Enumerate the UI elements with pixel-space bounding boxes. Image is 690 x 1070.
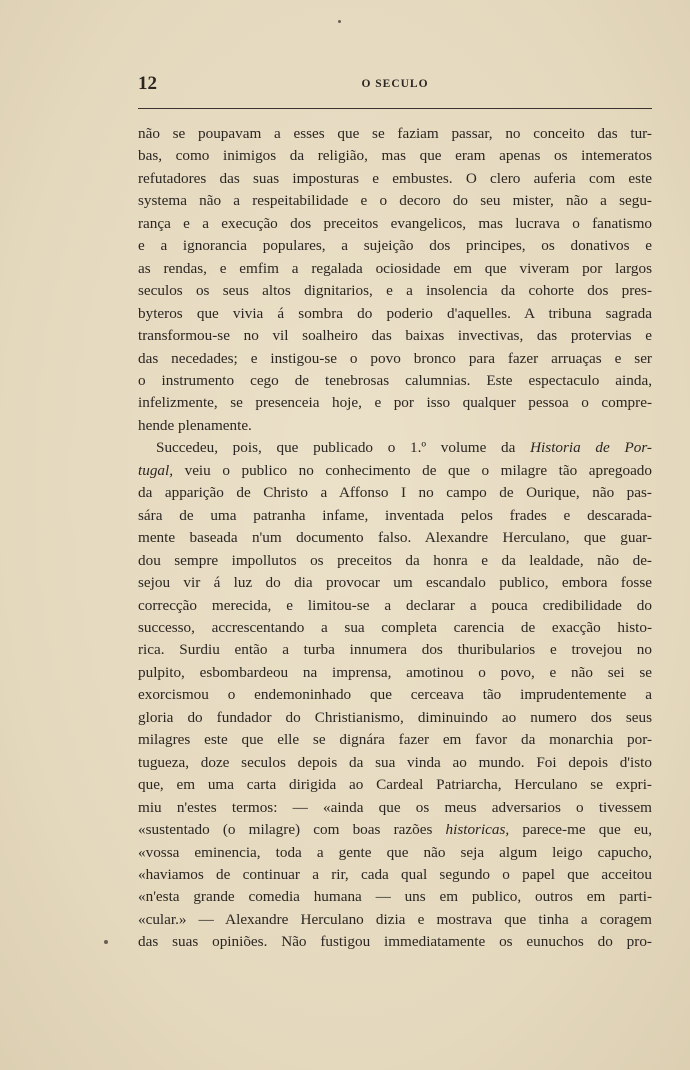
text-line: mente baseada n'um documento falso. Alexandre Herculano, que guar-	[138, 529, 652, 547]
page-number: 12	[138, 73, 157, 94]
text-line: sejou vir á luz do dia provocar um escandalo publico, embora fosse	[138, 574, 652, 592]
text-line: seculos os seus altos dignitarios, e a insolencia da cohorte dos pres-	[138, 282, 652, 300]
text-line: pulpito, esbombardeou na imprensa, amotinou o povo, e não sei se	[138, 663, 652, 681]
text-line: successo, accrescentando a sua completa carencia de exacção histo-	[138, 618, 652, 636]
text-line: milagres este que elle se dignára fazer em favor da monarchia por-	[138, 731, 652, 749]
text-line: as rendas, e emfim a regalada ociosidade em que viveram por largos	[138, 259, 652, 277]
text-line: miu n'estes termos: — «ainda que os meus adversarios o tivessem	[138, 798, 652, 816]
text-line: das suas opiniões. Não fustigou immediatamente os eunuchos do pro-	[138, 933, 652, 951]
paper-speck	[338, 20, 341, 23]
text-line: «haviamos de continuar a rir, cada qual segundo o papel que acceitou	[138, 865, 652, 883]
book-title: Historia de Por-	[530, 439, 652, 457]
emphasis: historicas,	[445, 821, 510, 839]
text-line: gloria do fundador do Christianismo, diminuindo ao numero dos seus	[138, 708, 652, 726]
text-line: das necedades; e instigou-se o povo bronco para fazer arruaças e ser	[138, 349, 652, 367]
text-line: bas, como inimigos da religião, mas que eram apenas os intemeratos	[138, 147, 652, 165]
header-rule	[138, 108, 652, 109]
text-line: rança e a execução dos preceitos evangelicos, mas lucrava o fanatismo	[138, 214, 652, 232]
text-line: sára de uma patranha infame, inventada pelos frades e descarada-	[138, 506, 652, 524]
text-line: rica. Surdiu então a turba innumera dos thuribularios e trovejou no	[138, 641, 652, 659]
body-text	[138, 123, 652, 954]
text-line: que, em uma carta dirigida ao Cardeal Patriarcha, Herculano se expri-	[138, 776, 652, 794]
text-line: o instrumento cego de tenebrosas calumnias. Este espectaculo ainda,	[138, 371, 652, 389]
text-line: não se poupavam a esses que se faziam passar, no conceito das tur-	[138, 125, 652, 142]
text-line: «n'esta grande comedia humana — uns em publico, outros em parti-	[138, 888, 652, 906]
book-title: tugal,	[138, 461, 174, 479]
text-line: hende plenamente.	[138, 416, 252, 434]
text-line: Succedeu, pois, que publicado o 1.º volume da Historia de Por-	[156, 439, 652, 457]
text-line: «vossa eminencia, toda a gente que não seja algum leigo capucho,	[138, 843, 652, 861]
text-line: «cular.» — Alexandre Herculano dizia e mostrava que tinha a coragem	[138, 910, 652, 928]
page-header	[138, 74, 652, 94]
text-line: e a ignorancia populares, a sujeição dos principes, os donativos e	[138, 237, 652, 255]
paper-speck	[104, 940, 108, 944]
text-line: refutadores das suas imposturas e embustes. O clero auferia com este	[138, 169, 652, 187]
text-line: systema não a respeitabilidade e o decoro do seu mister, não a segu-	[138, 192, 652, 210]
text-line: tugal, veiu o publico no conhecimento de que o milagre tão apregoado	[138, 461, 652, 479]
text-line: dou sempre impollutos os preceitos da honra e da lealdade, não de-	[138, 551, 652, 569]
text-line: infelizmente, se presenceia hoje, e por isso qualquer pessoa o compre-	[138, 394, 652, 412]
text-line: transformou-se no vil soalheiro das baixas invectivas, das protervias e	[138, 327, 652, 345]
text-line: «sustentado (o milagre) com boas razões historicas, parece-me que eu,	[138, 821, 652, 839]
text-line: tugueza, doze seculos depois da sua vinda ao mundo. Foi depois d'isto	[138, 753, 652, 771]
text-line: da apparição de Christo a Affonso I no campo de Ourique, não pas-	[138, 484, 652, 502]
text-line: exorcismou o endemoninhado que cerceava tão imprudentemente a	[138, 686, 652, 704]
text-line: correcção merecida, e limitou-se a declarar a pouca credibilidade do	[138, 596, 652, 614]
running-title: O SECULO	[361, 78, 429, 90]
text-line: byteros que vivia á sombra do poderio d'aquelles. A tribuna sagrada	[138, 304, 652, 322]
